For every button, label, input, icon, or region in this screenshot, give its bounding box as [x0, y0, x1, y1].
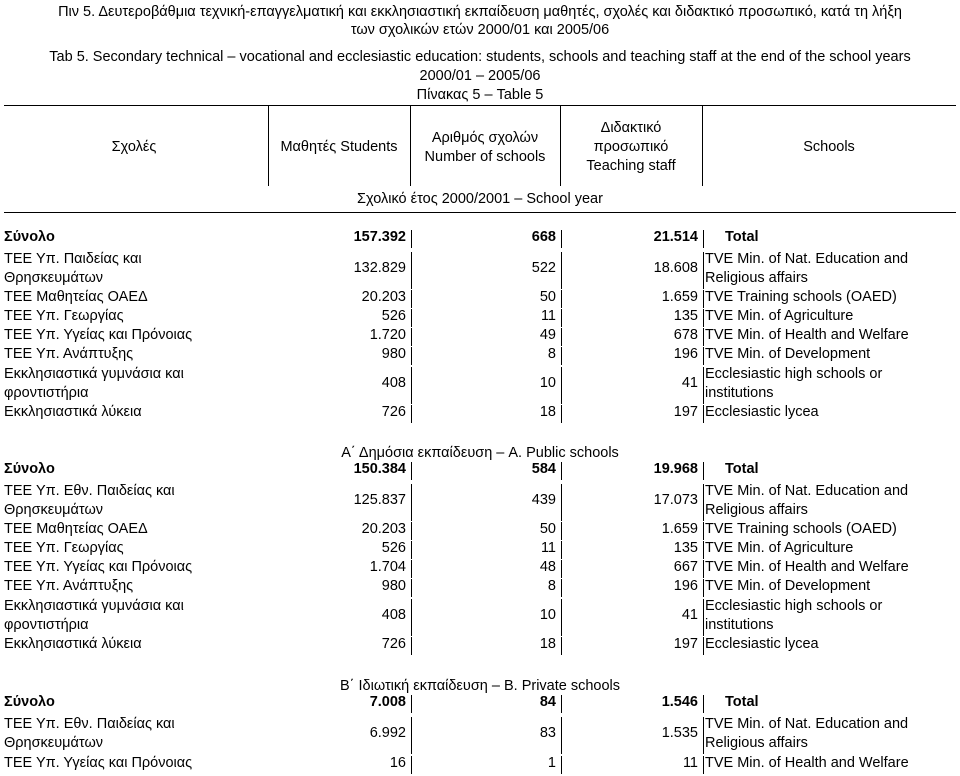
- row-label-gr: Εκκλησιαστικά λύκεια: [4, 636, 142, 652]
- schools-value: 8: [547, 346, 556, 362]
- staff-value: 19.968: [653, 461, 698, 477]
- cell-divider: [561, 756, 562, 774]
- row-label-gr: ΤΕΕ Υπ. Υγείας και Πρόνοιας: [4, 327, 193, 343]
- cell-divider: [411, 290, 412, 308]
- schools-value: 83: [539, 725, 556, 741]
- cell-divider: [703, 367, 704, 404]
- row-label-gr: Θρησκευμάτων: [4, 502, 104, 518]
- table-label: Πίνακας 5 – Table 5: [416, 87, 544, 103]
- cell-divider: [411, 252, 412, 289]
- cell-divider: [703, 541, 704, 559]
- staff-value: 17.073: [653, 492, 698, 508]
- row-label-en: TVE Min. of Health and Welfare: [705, 327, 909, 343]
- cell-divider: [411, 462, 412, 480]
- students-value: 1.704: [369, 559, 406, 575]
- cell-divider: [411, 560, 412, 578]
- row-label-en: Ecclesiastic high schools or: [705, 598, 883, 614]
- row-label-gr: ΤΕΕ Μαθητείας ΟΑΕΔ: [4, 289, 148, 305]
- cell-divider: [561, 309, 562, 327]
- staff-value: 41: [681, 607, 698, 623]
- cell-divider: [411, 484, 412, 521]
- cell-divider: [411, 695, 412, 713]
- title-en-line1: Tab 5. Secondary technical – vocational and ecclesiastic education: students, schools and teaching staff at the end of the school years: [49, 49, 911, 65]
- header-num-schools-gr: Αριθμός σχολών: [431, 130, 539, 146]
- cell-divider: [411, 328, 412, 346]
- row-label-en: Total: [725, 694, 759, 710]
- row-label-gr: ΤΕΕ Υπ. Υγείας και Πρόνοιας: [4, 755, 193, 771]
- staff-value: 1.535: [661, 725, 698, 741]
- cell-divider: [561, 462, 562, 480]
- header-staff-en: Teaching staff: [586, 158, 676, 174]
- schools-value: 10: [539, 375, 556, 391]
- row-label-en: TVE Min. of Health and Welfare: [705, 559, 909, 575]
- students-value: 1.720: [369, 327, 406, 343]
- header-divider: [560, 106, 561, 186]
- students-value: 526: [381, 540, 406, 556]
- students-value: 526: [381, 308, 406, 324]
- row-label-en: TVE Min. of Health and Welfare: [705, 755, 909, 771]
- row-label-en: TVE Min. of Development: [705, 346, 871, 362]
- row-label-en: institutions: [705, 385, 774, 401]
- row-label-en: Religious affairs: [705, 270, 808, 286]
- header-bottom-rule: [4, 212, 956, 213]
- header-num-schools-en: Number of schools: [424, 149, 546, 165]
- cell-divider: [411, 756, 412, 774]
- row-label-en: Total: [725, 229, 759, 245]
- students-value: 150.384: [353, 461, 406, 477]
- cell-divider: [703, 637, 704, 655]
- row-label-gr: Θρησκευμάτων: [4, 735, 104, 751]
- title-gr-line2: των σχολικών ετών 2000/01 και 2005/06: [350, 22, 610, 38]
- row-label-gr: ΤΕΕ Μαθητείας ΟΑΕΔ: [4, 521, 148, 537]
- cell-divider: [703, 252, 704, 289]
- students-value: 20.203: [361, 289, 406, 305]
- students-value: 6.992: [369, 725, 406, 741]
- staff-value: 1.546: [661, 694, 698, 710]
- header-schools-en: Schools: [803, 139, 855, 155]
- row-label-en: Religious affairs: [705, 735, 808, 751]
- row-label-gr: ΤΕΕ Υπ. Ανάπτυξης: [4, 578, 134, 594]
- row-label-gr: Εκκλησιαστικά γυμνάσια και: [4, 366, 184, 382]
- cell-divider: [703, 290, 704, 308]
- row-label-gr: ΤΕΕ Υπ. Ανάπτυξης: [4, 346, 134, 362]
- cell-divider: [561, 252, 562, 289]
- cell-divider: [411, 347, 412, 365]
- cell-divider: [703, 599, 704, 636]
- cell-divider: [411, 230, 412, 248]
- row-label-en: Total: [725, 461, 759, 477]
- students-value: 408: [381, 607, 406, 623]
- cell-divider: [411, 405, 412, 423]
- cell-divider: [561, 405, 562, 423]
- staff-value: 21.514: [653, 229, 698, 245]
- cell-divider: [703, 756, 704, 774]
- cell-divider: [703, 328, 704, 346]
- students-value: 726: [381, 404, 406, 420]
- staff-value: 197: [673, 404, 698, 420]
- schools-value: 10: [539, 607, 556, 623]
- section-heading: Β΄ Ιδιωτική εκπαίδευση – B. Private schools: [339, 678, 621, 694]
- row-label-en: Ecclesiastic lycea: [705, 636, 819, 652]
- cell-divider: [411, 309, 412, 327]
- staff-value: 135: [673, 540, 698, 556]
- cell-divider: [561, 347, 562, 365]
- row-label-gr: φροντιστήρια: [4, 617, 89, 633]
- header-divider: [268, 106, 269, 186]
- cell-divider: [703, 560, 704, 578]
- schools-value: 11: [540, 308, 556, 324]
- cell-divider: [561, 637, 562, 655]
- row-label-en: Ecclesiastic high schools or: [705, 366, 883, 382]
- row-label-en: TVE Training schools (OAED): [705, 289, 897, 305]
- students-value: 132.829: [353, 260, 406, 276]
- cell-divider: [411, 579, 412, 597]
- cell-divider: [703, 462, 704, 480]
- schools-value: 1: [547, 755, 556, 771]
- row-label-gr: ΤΕΕ Υπ. Εθν. Παιδείας και: [4, 716, 175, 732]
- cell-divider: [411, 717, 412, 754]
- header-divider: [702, 106, 703, 186]
- students-value: 408: [381, 375, 406, 391]
- cell-divider: [561, 541, 562, 559]
- staff-value: 11: [682, 755, 698, 771]
- schools-value: 18: [539, 636, 556, 652]
- students-value: 20.203: [361, 521, 406, 537]
- row-label-gr: Εκκλησιαστικά γυμνάσια και: [4, 598, 184, 614]
- cell-divider: [703, 717, 704, 754]
- cell-divider: [561, 290, 562, 308]
- schools-value: 8: [547, 578, 556, 594]
- row-label-gr: φροντιστήρια: [4, 385, 89, 401]
- header-schools-gr: Σχολές: [111, 139, 157, 155]
- row-label-gr: Σύνολο: [4, 694, 55, 710]
- staff-value: 135: [673, 308, 698, 324]
- row-label-gr: ΤΕΕ Υπ. Γεωργίας: [4, 308, 124, 324]
- row-label-gr: ΤΕΕ Υπ. Παιδείας και: [4, 251, 142, 267]
- staff-value: 1.659: [661, 289, 698, 305]
- title-gr-line1: Πιν 5. Δευτεροβάθμια τεχνική-επαγγελματική και εκκλησιαστική εκπαίδευση μαθητές, σχολές και διδακτικό προσωπικό, κατά τη λήξη: [58, 4, 902, 20]
- schools-value: 522: [531, 260, 556, 276]
- section-heading: Α΄ Δημόσια εκπαίδευση – A. Public schools: [341, 445, 619, 461]
- school-year-label: Σχολικό έτος 2000/2001 – School year: [357, 191, 603, 207]
- cell-divider: [561, 328, 562, 346]
- students-value: 980: [381, 346, 406, 362]
- cell-divider: [703, 347, 704, 365]
- row-label-gr: Σύνολο: [4, 229, 55, 245]
- staff-value: 197: [673, 636, 698, 652]
- title-en-line2: 2000/01 – 2005/06: [419, 68, 541, 84]
- cell-divider: [561, 579, 562, 597]
- schools-value: 668: [531, 229, 556, 245]
- cell-divider: [411, 541, 412, 559]
- students-value: 980: [381, 578, 406, 594]
- row-label-gr: Θρησκευμάτων: [4, 270, 104, 286]
- cell-divider: [703, 230, 704, 248]
- cell-divider: [561, 560, 562, 578]
- header-divider: [410, 106, 411, 186]
- row-label-en: TVE Min. of Agriculture: [705, 540, 854, 556]
- row-label-gr: ΤΕΕ Υπ. Υγείας και Πρόνοιας: [4, 559, 193, 575]
- staff-value: 667: [673, 559, 698, 575]
- row-label-gr: Εκκλησιαστικά λύκεια: [4, 404, 142, 420]
- row-label-en: TVE Min. of Nat. Education and: [705, 716, 909, 732]
- schools-value: 50: [539, 521, 556, 537]
- cell-divider: [561, 695, 562, 713]
- row-label-en: TVE Min. of Nat. Education and: [705, 251, 909, 267]
- cell-divider: [703, 309, 704, 327]
- students-value: 157.392: [353, 229, 406, 245]
- staff-value: 196: [673, 346, 698, 362]
- staff-value: 196: [673, 578, 698, 594]
- students-value: 125.837: [353, 492, 406, 508]
- row-label-en: institutions: [705, 617, 774, 633]
- cell-divider: [561, 230, 562, 248]
- cell-divider: [561, 717, 562, 754]
- row-label-en: TVE Min. of Nat. Education and: [705, 483, 909, 499]
- cell-divider: [411, 599, 412, 636]
- schools-value: 50: [539, 289, 556, 305]
- students-value: 16: [389, 755, 406, 771]
- schools-value: 48: [539, 559, 556, 575]
- cell-divider: [561, 599, 562, 636]
- cell-divider: [703, 405, 704, 423]
- row-label-gr: ΤΕΕ Υπ. Γεωργίας: [4, 540, 124, 556]
- cell-divider: [703, 695, 704, 713]
- schools-value: 18: [539, 404, 556, 420]
- staff-value: 1.659: [661, 521, 698, 537]
- schools-value: 439: [531, 492, 556, 508]
- schools-value: 84: [539, 694, 556, 710]
- header-staff-gr2: προσωπικό: [593, 139, 669, 155]
- staff-value: 18.608: [653, 260, 698, 276]
- header-staff-gr1: Διδακτικό: [600, 120, 662, 136]
- students-value: 7.008: [369, 694, 406, 710]
- students-value: 726: [381, 636, 406, 652]
- row-label-en: TVE Training schools (OAED): [705, 521, 897, 537]
- header-top-rule: [4, 105, 956, 106]
- staff-value: 678: [673, 327, 698, 343]
- schools-value: 49: [539, 327, 556, 343]
- cell-divider: [703, 579, 704, 597]
- cell-divider: [411, 522, 412, 540]
- schools-value: 11: [540, 540, 556, 556]
- row-label-en: TVE Min. of Agriculture: [705, 308, 854, 324]
- cell-divider: [411, 367, 412, 404]
- cell-divider: [703, 484, 704, 521]
- row-label-en: Ecclesiastic lycea: [705, 404, 819, 420]
- row-label-en: Religious affairs: [705, 502, 808, 518]
- header-students: Μαθητές Students: [280, 139, 398, 155]
- row-label-en: TVE Min. of Development: [705, 578, 871, 594]
- cell-divider: [561, 367, 562, 404]
- row-label-gr: ΤΕΕ Υπ. Εθν. Παιδείας και: [4, 483, 175, 499]
- cell-divider: [411, 637, 412, 655]
- row-label-gr: Σύνολο: [4, 461, 55, 477]
- staff-value: 41: [681, 375, 698, 391]
- schools-value: 584: [531, 461, 556, 477]
- cell-divider: [561, 484, 562, 521]
- cell-divider: [703, 522, 704, 540]
- cell-divider: [561, 522, 562, 540]
